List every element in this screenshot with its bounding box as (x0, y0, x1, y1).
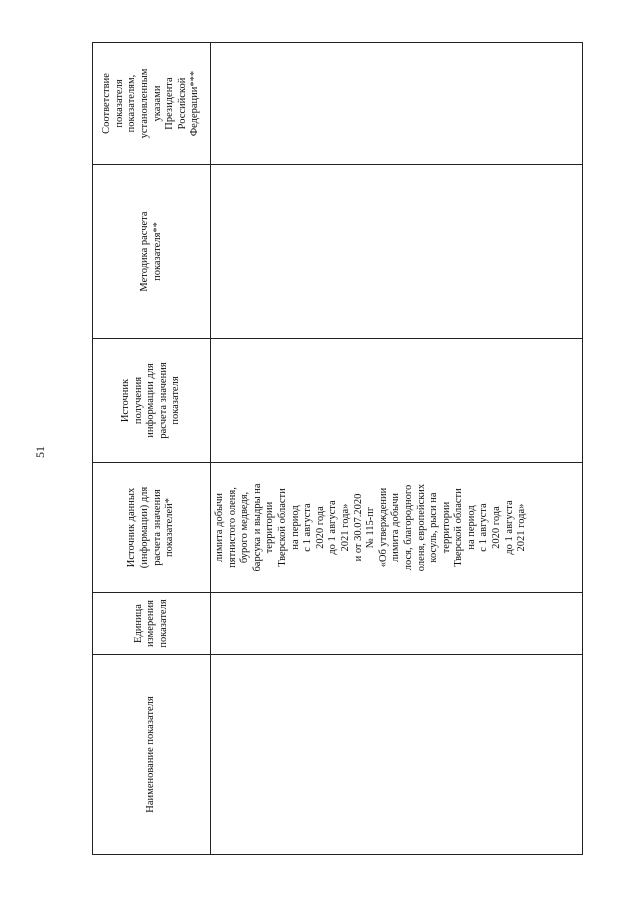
cell-line: до 1 августа (503, 500, 515, 555)
cell-line: 2021 года» (516, 503, 528, 552)
cell-line: расчета значения (157, 362, 169, 439)
cell-line: и от 30.07.2020 (352, 493, 364, 562)
cell-line: 2021 года» (339, 503, 351, 552)
cell-line: установленным (138, 68, 150, 139)
cell-line: измерения (145, 600, 157, 647)
cell-line: показателя** (151, 222, 163, 281)
cell-line: Наименование показателя (145, 696, 157, 813)
cell-line: до 1 августа (327, 500, 339, 555)
cell-unit (211, 593, 583, 655)
rotated-table-wrapper (92, 43, 582, 855)
page-number: 51 (33, 446, 47, 458)
cell-line: указами (151, 85, 163, 122)
header-method (93, 165, 211, 339)
cell-line: показателя (170, 376, 182, 425)
cell-line: «Об утверждении (377, 487, 389, 568)
cell-line: показателей* (164, 497, 176, 558)
cell-line: с 1 августа (478, 503, 490, 552)
cell-compliance (211, 43, 583, 165)
cell-line: Президента (164, 77, 176, 130)
cell-line: с 1 августа (302, 503, 314, 552)
cell-line: пятнистого оленя, (226, 487, 238, 568)
cell-line: получения (132, 376, 144, 425)
cell-line: (информации) для (138, 486, 150, 569)
cell-info-source (211, 339, 583, 463)
cell-line: информации для (145, 363, 157, 438)
cell-line: лимита добычи (390, 493, 402, 563)
header-compliance (93, 43, 211, 165)
cell-line: лося, благородного (402, 484, 414, 571)
cell-line: показателя (157, 599, 169, 648)
cell-line: территории (264, 501, 276, 554)
cell-line: № 115-пг (365, 506, 377, 549)
cell-line: на период (465, 505, 477, 550)
cell-line: Методика расчета (138, 211, 150, 292)
cell-line: показателям, (126, 74, 138, 133)
cell-line: 2020 года (314, 506, 326, 549)
cell-line: Соответствие (101, 73, 113, 134)
header-data-source (93, 463, 211, 593)
table-header-row (93, 43, 211, 855)
cell-line: Тверской области (276, 488, 288, 567)
cell-line: косуль, рыси на (428, 492, 440, 563)
cell-line: оленя, европейских (415, 483, 427, 572)
cell-line: территории (440, 501, 452, 554)
cell-data-source (211, 463, 583, 593)
table-row (211, 43, 583, 855)
cell-method (211, 165, 583, 339)
cell-line: Тверской области (453, 488, 465, 567)
cell-line: лимита добычи (214, 493, 225, 563)
cell-line: Источник данных (126, 487, 138, 568)
cell-line: показателя (113, 79, 125, 128)
cell-line: Единица (132, 604, 144, 643)
cell-line: барсука и выдры на (251, 483, 263, 572)
header-info-source (93, 339, 211, 463)
indicator-table (92, 42, 583, 855)
cell-line: Источник (120, 378, 132, 423)
cell-line: на период (289, 505, 301, 550)
cell-line: расчета значения (151, 489, 163, 566)
header-unit (93, 593, 211, 655)
cell-line: Федерации*** (189, 70, 201, 137)
cell-line: бурого медведя, (239, 491, 251, 564)
cell-line: Российской (176, 77, 188, 130)
header-name (93, 655, 211, 855)
cell-name (211, 655, 583, 855)
cell-line: 2020 года (491, 506, 503, 549)
